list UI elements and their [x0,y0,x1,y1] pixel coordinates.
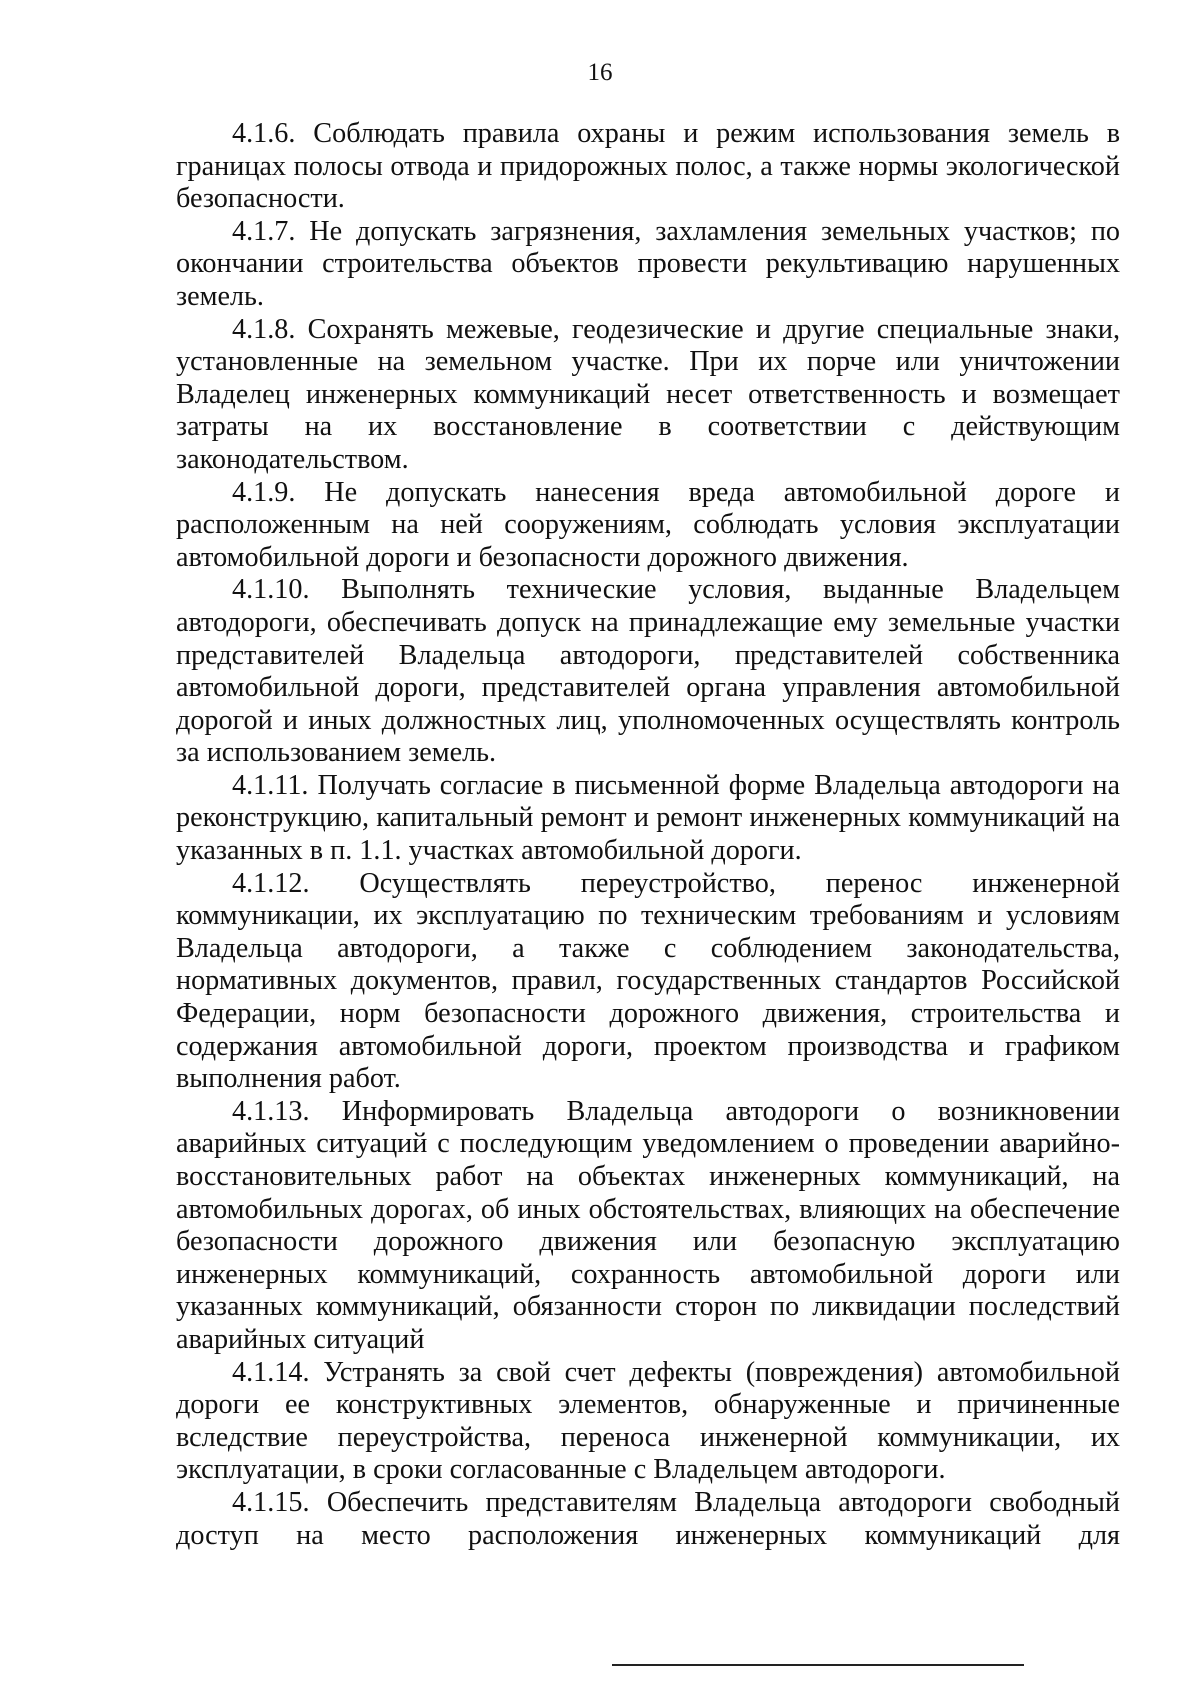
clause-4-1-11: 4.1.11. Получать согласие в письменной форме Владельца автодороги на реконструкцию, капитальный ремонт и ремонт инженерных коммуникаций на указанных в п. 1.1. участках автомобильной дороги. [176,769,1120,867]
clause-4-1-13: 4.1.13. Информировать Владельца автодороги о возникновении аварийных ситуаций с последующим уведомлением о проведении аварийно-восстановительных работ на объектах инженерных коммуникаций, на автомобильных дорогах, об иных обстоятельствах, влияющих на обеспечение безопасности дорожного движения или безопасную эксплуатацию инженерных коммуникаций, сохранность автомобильной дороги или указанных коммуникаций, обязанности сторон по ликвидации последствий аварийных ситуаций [176,1095,1120,1355]
footer-divider [612,1664,1024,1666]
clause-4-1-10: 4.1.10. Выполнять технические условия, выданные Владельцем автодороги, обеспечивать допуск на принадлежащие ему земельные участки представителей Владельца автодороги, представителей собственника автомобильной дороги, представителей органа управления автомобильной дорогой и иных должностных лиц, уполномоченных осуществлять контроль за использованием земель. [176,574,1120,769]
clause-4-1-9: 4.1.9. Не допускать нанесения вреда автомобильной дороге и расположенным на ней сооружениям, соблюдать условия эксплуатации автомобильной дороги и безопасности дорожного движения. [176,476,1120,573]
clause-4-1-7: 4.1.7. Не допускать загрязнения, захламления земельных участков; по окончании строительства объектов провести рекультивацию нарушенных земель. [176,215,1120,312]
clause-4-1-8: 4.1.8. Сохранять межевые, геодезические и другие специальные знаки, установленные на земельном участке. При их порче или уничтожении Владелец инженерных коммуникаций несет ответственность и возмещает затраты на их восстановление в соответствии с действующим законодательством. [176,313,1120,475]
page-number: 16 [587,59,613,86]
document-body [176,118,1120,1552]
clause-4-1-6: 4.1.6. Соблюдать правила охраны и режим использования земель в границах полосы отвода и придорожных полос, а также нормы экологической безопасности. [176,118,1120,215]
clause-4-1-14: 4.1.14. Устранять за свой счет дефекты (повреждения) автомобильной дороги ее конструктивных элементов, обнаруженные и причиненные вследствие переустройства, переноса инженерной коммуникации, их эксплуатации, в сроки согласованные с Владельцем автодороги. [176,1356,1120,1486]
clause-4-1-15: 4.1.15. Обеспечить представителям Владельца автодороги свободный доступ на место расположения инженерных коммуникаций для [176,1486,1120,1551]
clause-4-1-12: 4.1.12. Осуществлять переустройство, перенос инженерной коммуникации, их эксплуатацию по техническим требованиям и условиям Владельца автодороги, а также с соблюдением законодательства, нормативных документов, правил, государственных стандартов Российской Федерации, норм безопасности дорожного движения, строительства и содержания автомобильной дороги, проектом производства и графиком выполнения работ. [176,867,1120,1095]
